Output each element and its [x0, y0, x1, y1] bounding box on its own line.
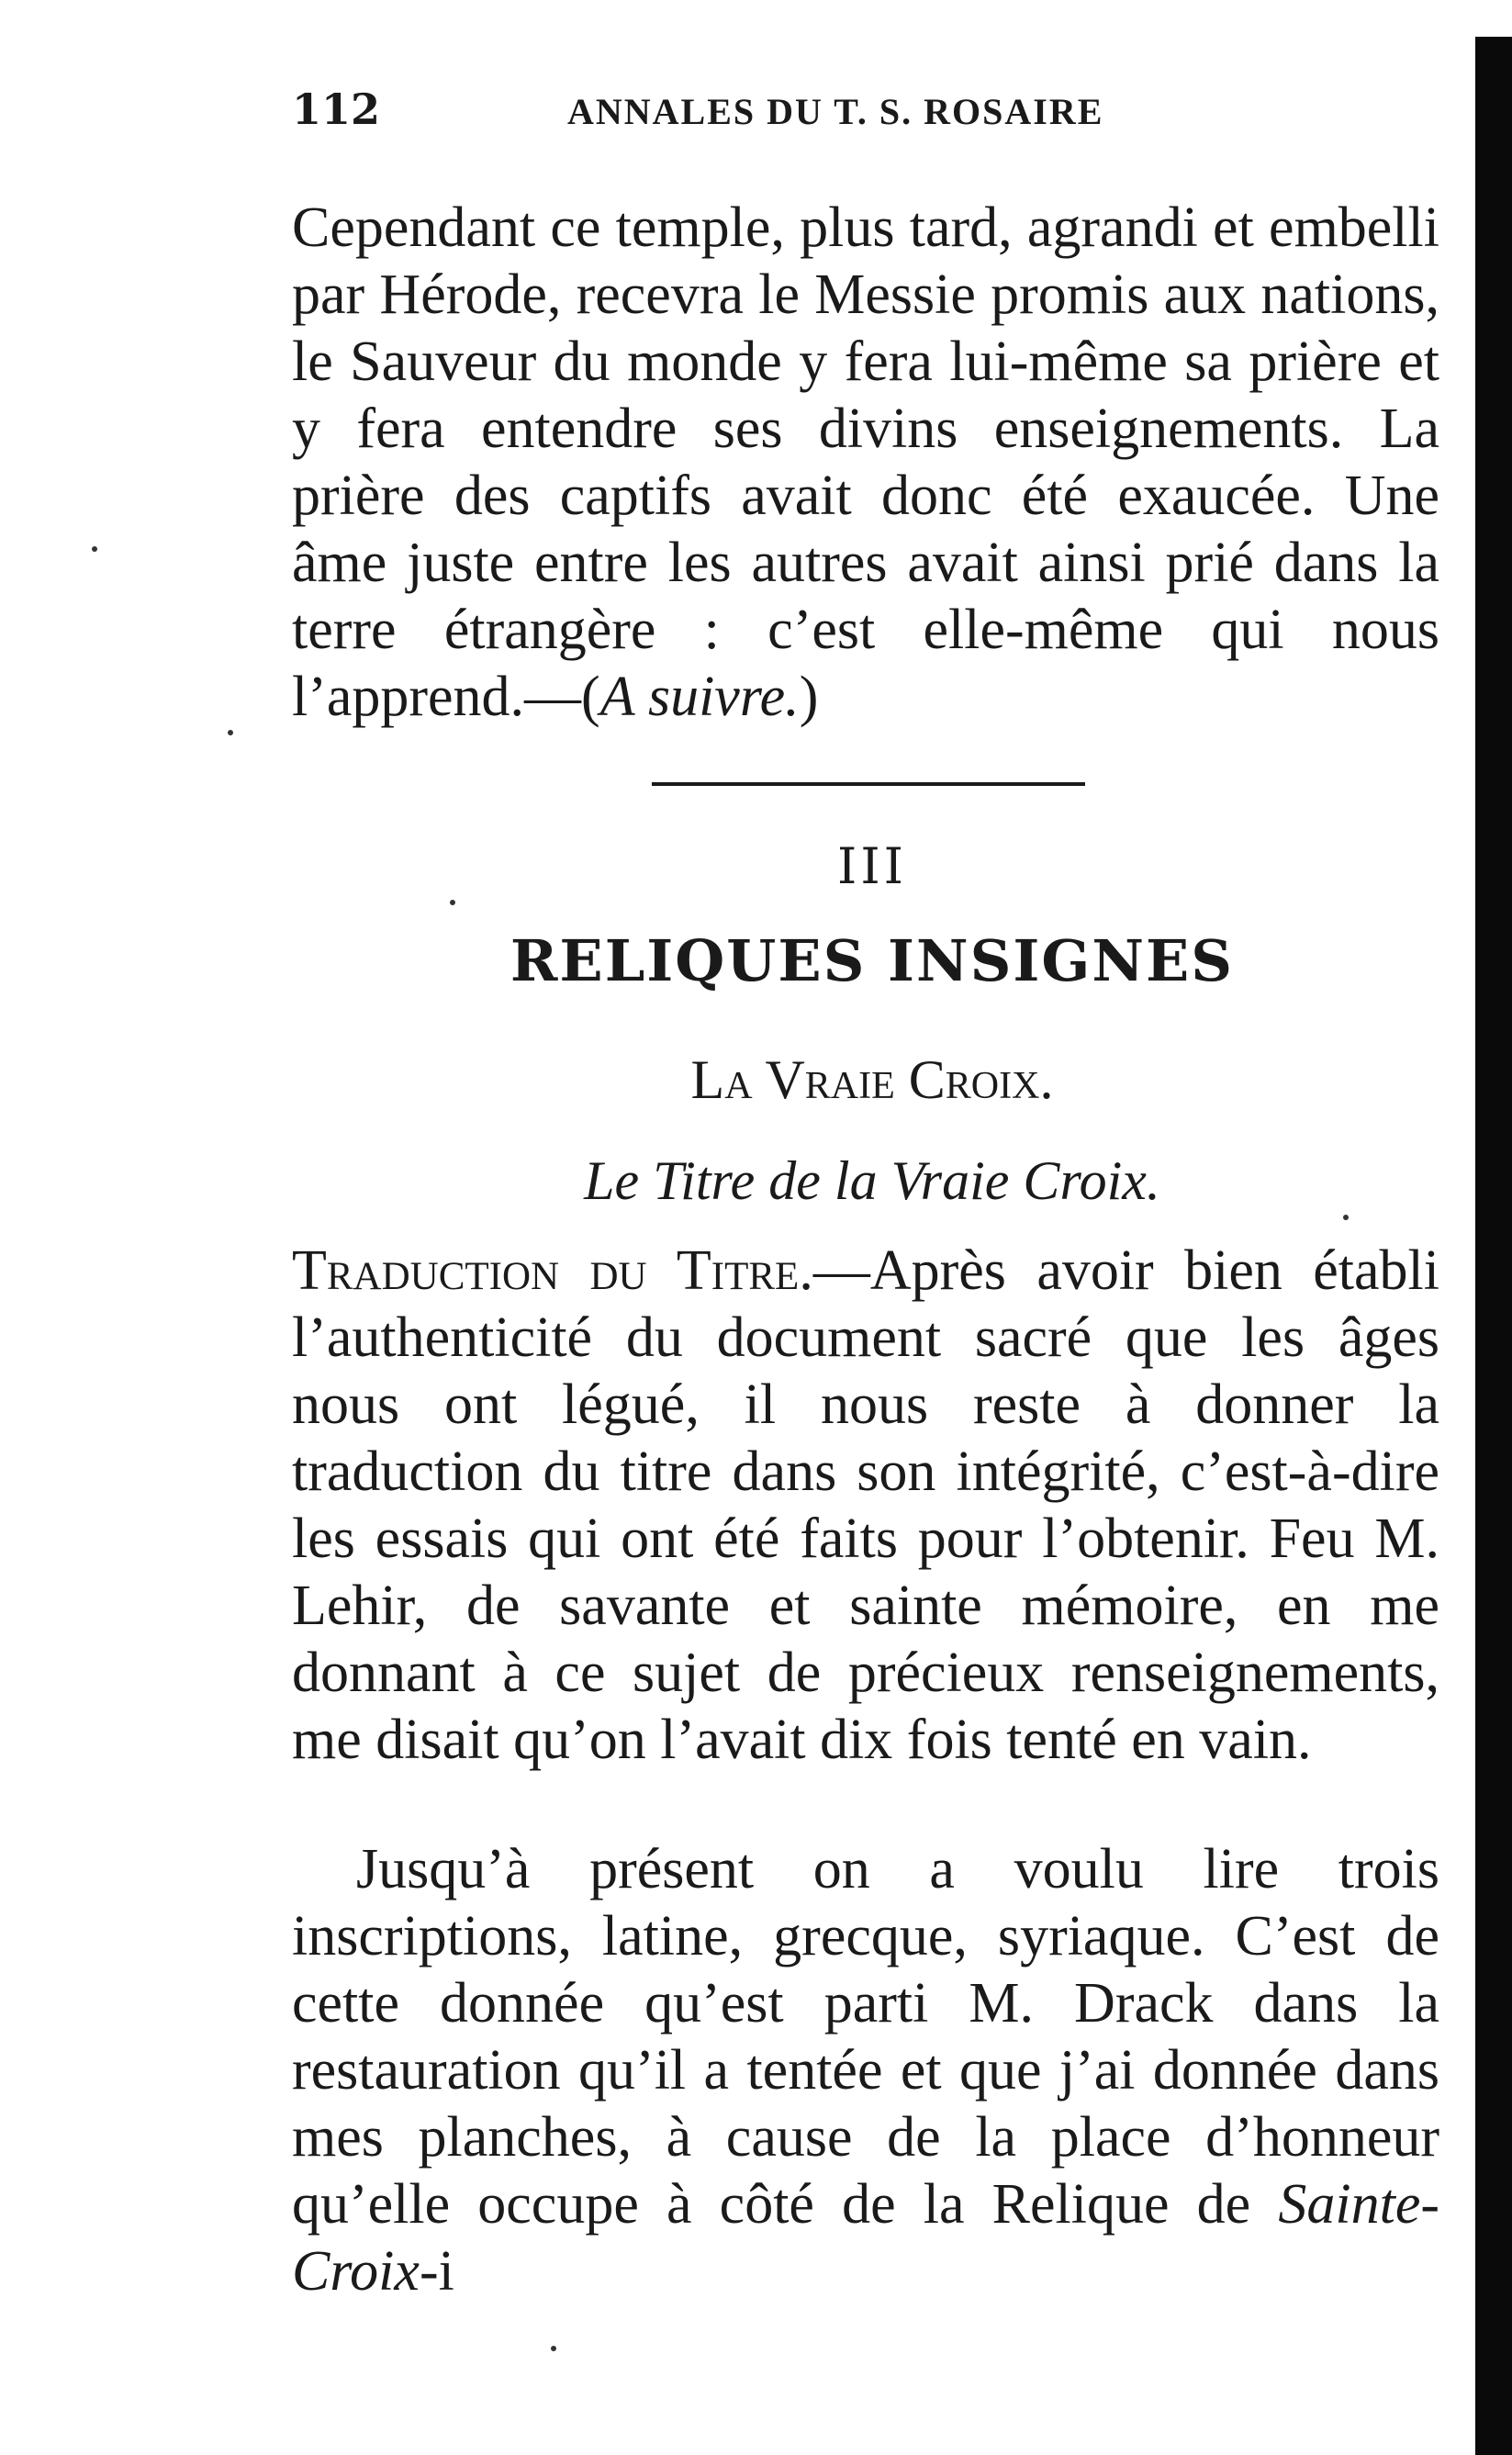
paragraph-2	[292, 1238, 1439, 1774]
page-number: 112	[292, 84, 381, 134]
a-suivre-italic: A suivre.	[599, 666, 800, 728]
sainte-croix-italic: Sainte-Croix	[292, 2173, 1439, 2303]
paragraph-2-text: —Après avoir bien établi l’authenticité du document sacré que les âges nous ont légué, il nous reste à donner la traduction du titre dans son intégrité, c’est-à-dire les essais qui ont été faits pour l’obtenir. Feu M. Lehir, de savante et sainte mémoire, en me donnant à ce sujet de précieux renseignements, me disait qu’on l’avait dix fois tenté en vain.	[292, 1239, 1440, 1771]
running-head: ANNALES DU T. S. ROSAIRE	[567, 91, 1104, 132]
paragraph-1	[292, 195, 1439, 731]
scan-speck	[228, 730, 233, 735]
scan-speck	[551, 2346, 556, 2351]
paragraph-1-close: )	[799, 666, 819, 728]
paragraph-2-lead: Traduction du Titre.	[292, 1239, 813, 1302]
page-header	[292, 84, 1210, 149]
scan-speck	[450, 900, 455, 905]
section-title: RELIQUES INSIGNES	[510, 927, 1235, 994]
scan-speck	[1343, 1215, 1349, 1220]
paragraph-3-text: Jusqu’à présent on a voulu lire trois inscriptions, latine, grecque, syriaque. C’est de cette donnée qu’est parti M. Drack dans la restauration qu’il a tentée et que j’ai donnée dans mes planches, à cause de la place d’honneur qu’elle occupe à côté de la Relique de	[292, 1838, 1439, 2236]
paragraph-1-text: Cependant ce temple, plus tard, agrandi et embelli par Hérode, recevra le Messie promis aux nations, le Sauveur du monde y fera lui-même sa prière et y fera entendre ses divins enseignements. La prière des captifs avait donc été exaucée. Une âme juste entre les autres avait ainsi prié dans la terre étrangère : c’est elle-même qui nous l’apprend.—(	[292, 196, 1439, 728]
section-number: III	[837, 837, 907, 895]
section-divider-rule	[652, 782, 1085, 786]
section-subtitle: La Vraie Croix.	[690, 1049, 1054, 1110]
binding-shadow	[1475, 37, 1512, 2455]
paragraph-3	[292, 1836, 1439, 2305]
scan-speck	[92, 546, 97, 552]
section-subsubtitle: Le Titre de la Vraie Croix.	[584, 1150, 1160, 1211]
paragraph-3-tail: -i	[419, 2240, 454, 2303]
